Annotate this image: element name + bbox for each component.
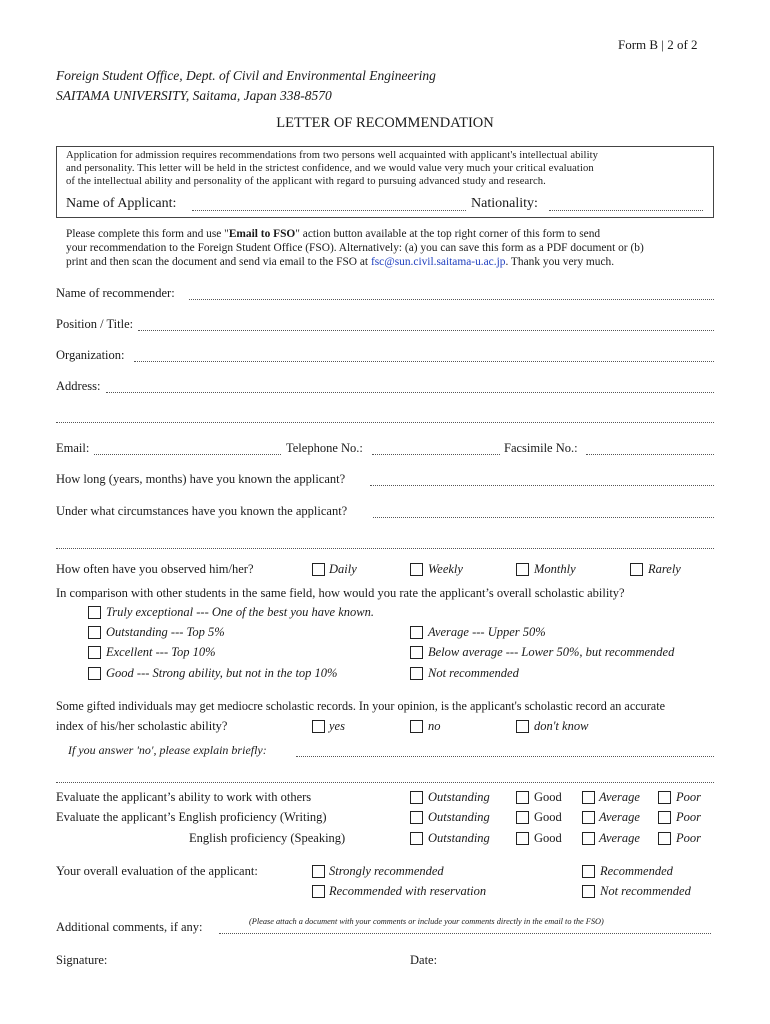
strongly-recommended-label: Strongly recommended <box>329 864 444 878</box>
explain-field-line-2[interactable] <box>56 782 714 783</box>
office-line-2: SAITAMA UNIVERSITY, Saitama, Japan 338-8570 <box>56 88 332 103</box>
speaking-poor-label: Poor <box>676 831 701 845</box>
overall-evaluation-label: Your overall evaluation of the applicant: <box>56 864 258 878</box>
telephone-field[interactable] <box>372 454 500 455</box>
excellent-top10-label: Excellent --- Top 10% <box>106 645 216 659</box>
fax-label: Facsimile No.: <box>504 441 578 455</box>
applicant-name-label: Name of Applicant: <box>66 196 177 211</box>
writing-good-label: Good <box>534 810 562 824</box>
address-field-line-2[interactable] <box>56 422 714 423</box>
speaking-average-label: Average <box>599 831 640 845</box>
rarely-label: Rarely <box>648 562 681 576</box>
intro-line-2: and personality. This letter will be held in the strictest confidence, and we would value very much your critical evaluation <box>66 163 594 174</box>
intro-line-1: Application for admission requires recommendations from two persons well acquainted with applicant's intellectual ability <box>66 150 599 161</box>
speaking-outstanding-label: Outstanding <box>428 831 490 845</box>
intro-line-3: of the intellectual ability and personality of the applicant with regard to pursuing advanced study and research. <box>66 176 546 187</box>
weekly-label: Weekly <box>428 562 463 576</box>
writing-good-checkbox[interactable] <box>516 811 529 824</box>
excellent-top10-checkbox[interactable] <box>88 646 101 659</box>
position-field[interactable] <box>138 330 714 331</box>
additional-comments-field[interactable] <box>219 933 711 934</box>
outstanding-top5-checkbox[interactable] <box>88 626 101 639</box>
work-outstanding-label: Outstanding <box>428 790 490 804</box>
dont-know-label: don't know <box>534 719 589 733</box>
applicant-name-field[interactable] <box>192 210 466 211</box>
nationality-field[interactable] <box>549 210 703 211</box>
truly-exceptional-label: Truly exceptional --- One of the best you have known. <box>106 605 374 619</box>
fax-field[interactable] <box>586 454 714 455</box>
work-good-checkbox[interactable] <box>516 791 529 804</box>
no-label: no <box>428 719 441 733</box>
instructions-line-2: your recommendation to the Foreign Student Office (FSO). Alternatively: (a) you can save this form as a PDF document or (b) <box>66 242 644 254</box>
yes-checkbox[interactable] <box>312 720 325 733</box>
position-label: Position / Title: <box>56 317 134 331</box>
rarely-checkbox[interactable] <box>630 563 643 576</box>
work-poor-label: Poor <box>676 790 701 804</box>
writing-average-label: Average <box>599 810 640 824</box>
writing-outstanding-label: Outstanding <box>428 810 490 824</box>
additional-comments-label: Additional comments, if any: <box>56 920 203 934</box>
good-strong-checkbox[interactable] <box>88 667 101 680</box>
work-with-others-label: Evaluate the applicant’s ability to work with others <box>56 790 312 804</box>
form-page-label: Form B | 2 of 2 <box>618 37 698 52</box>
good-strong-label: Good --- Strong ability, but not in the top 10% <box>106 666 338 680</box>
speaking-outstanding-checkbox[interactable] <box>410 832 423 845</box>
english-speaking-label: English proficiency (Speaking) <box>189 831 346 845</box>
comments-note: (Please attach a document with your comments or include your comments directly in the email to the FSO) <box>249 917 604 926</box>
address-label: Address: <box>56 379 101 393</box>
instructions-line-1: Please complete this form and use "Email to FSO" action button available at the top right corner of this form to send <box>66 228 601 240</box>
scholastic-question: In comparison with other students in the same field, how would you rate the applicant’s overall scholastic ability? <box>56 586 625 600</box>
yes-label: yes <box>329 719 345 733</box>
fso-email-link[interactable]: fsc@sun.civil.saitama-u.ac.jp <box>370 256 506 268</box>
recommender-name-field[interactable] <box>189 299 714 300</box>
monthly-label: Monthly <box>534 562 576 576</box>
nationality-label: Nationality: <box>471 196 538 211</box>
outstanding-top5-label: Outstanding --- Top 5% <box>106 625 225 639</box>
circumstances-label: Under what circumstances have you known the applicant? <box>56 504 348 518</box>
monthly-checkbox[interactable] <box>516 563 529 576</box>
average-upper50-checkbox[interactable] <box>410 626 423 639</box>
recommended-with-reservation-checkbox[interactable] <box>312 885 325 898</box>
telephone-label: Telephone No.: <box>286 441 363 455</box>
circumstances-field-line-1[interactable] <box>373 517 714 518</box>
explain-field-line-1[interactable] <box>296 756 714 757</box>
speaking-poor-checkbox[interactable] <box>658 832 671 845</box>
writing-outstanding-checkbox[interactable] <box>410 811 423 824</box>
below-average-checkbox[interactable] <box>410 646 423 659</box>
how-long-field[interactable] <box>370 485 714 486</box>
organization-label: Organization: <box>56 348 125 362</box>
average-upper50-label: Average --- Upper 50% <box>428 625 546 639</box>
instructions-line-3: print and then scan the document and send via email to the FSO at fsc@sun.civil.saitama-u.ac.jp. Thank you very much. <box>66 256 615 268</box>
speaking-good-checkbox[interactable] <box>516 832 529 845</box>
speaking-average-checkbox[interactable] <box>582 832 595 845</box>
work-poor-checkbox[interactable] <box>658 791 671 804</box>
recommended-checkbox[interactable] <box>582 865 595 878</box>
daily-label: Daily <box>329 562 357 576</box>
writing-average-checkbox[interactable] <box>582 811 595 824</box>
no-checkbox[interactable] <box>410 720 423 733</box>
overall-not-recommended-checkbox[interactable] <box>582 885 595 898</box>
how-long-label: How long (years, months) have you known the applicant? <box>56 472 346 486</box>
weekly-checkbox[interactable] <box>410 563 423 576</box>
date-label: Date: <box>410 953 438 967</box>
recommended-label: Recommended <box>600 864 673 878</box>
truly-exceptional-checkbox[interactable] <box>88 606 101 619</box>
daily-checkbox[interactable] <box>312 563 325 576</box>
email-label: Email: <box>56 441 90 455</box>
explain-label: If you answer 'no', please explain briefly: <box>68 743 267 757</box>
below-average-label: Below average --- Lower 50%, but recommended <box>428 645 675 659</box>
work-outstanding-checkbox[interactable] <box>410 791 423 804</box>
email-field[interactable] <box>94 454 281 455</box>
record-question-line-1: Some gifted individuals may get mediocre scholastic records. In your opinion, is the applicant's scholastic record an accurate <box>56 699 666 713</box>
speaking-good-label: Good <box>534 831 562 845</box>
strongly-recommended-checkbox[interactable] <box>312 865 325 878</box>
observed-question: How often have you observed him/her? <box>56 562 254 576</box>
organization-field[interactable] <box>134 361 714 362</box>
signature-label: Signature: <box>56 953 108 967</box>
circumstances-field-line-2[interactable] <box>56 548 714 549</box>
page-title: LETTER OF RECOMMENDATION <box>276 115 494 131</box>
record-question-line-2: index of his/her scholastic ability? <box>56 719 228 733</box>
office-line-1: Foreign Student Office, Dept. of Civil and Environmental Engineering <box>56 68 436 83</box>
not-recommended-scholastic-label: Not recommended <box>428 666 519 680</box>
dont-know-checkbox[interactable] <box>516 720 529 733</box>
overall-not-recommended-label: Not recommended <box>600 884 691 898</box>
recommender-name-label: Name of recommender: <box>56 286 175 300</box>
address-field-line-1[interactable] <box>106 392 714 393</box>
email-to-fso-label: Email to FSO <box>228 228 296 240</box>
recommended-with-reservation-label: Recommended with reservation <box>329 884 487 898</box>
english-writing-label: Evaluate the applicant’s English proficiency (Writing) <box>56 810 327 824</box>
writing-poor-checkbox[interactable] <box>658 811 671 824</box>
not-recommended-scholastic-checkbox[interactable] <box>410 667 423 680</box>
writing-poor-label: Poor <box>676 810 701 824</box>
work-good-label: Good <box>534 790 562 804</box>
work-average-checkbox[interactable] <box>582 791 595 804</box>
work-average-label: Average <box>599 790 640 804</box>
